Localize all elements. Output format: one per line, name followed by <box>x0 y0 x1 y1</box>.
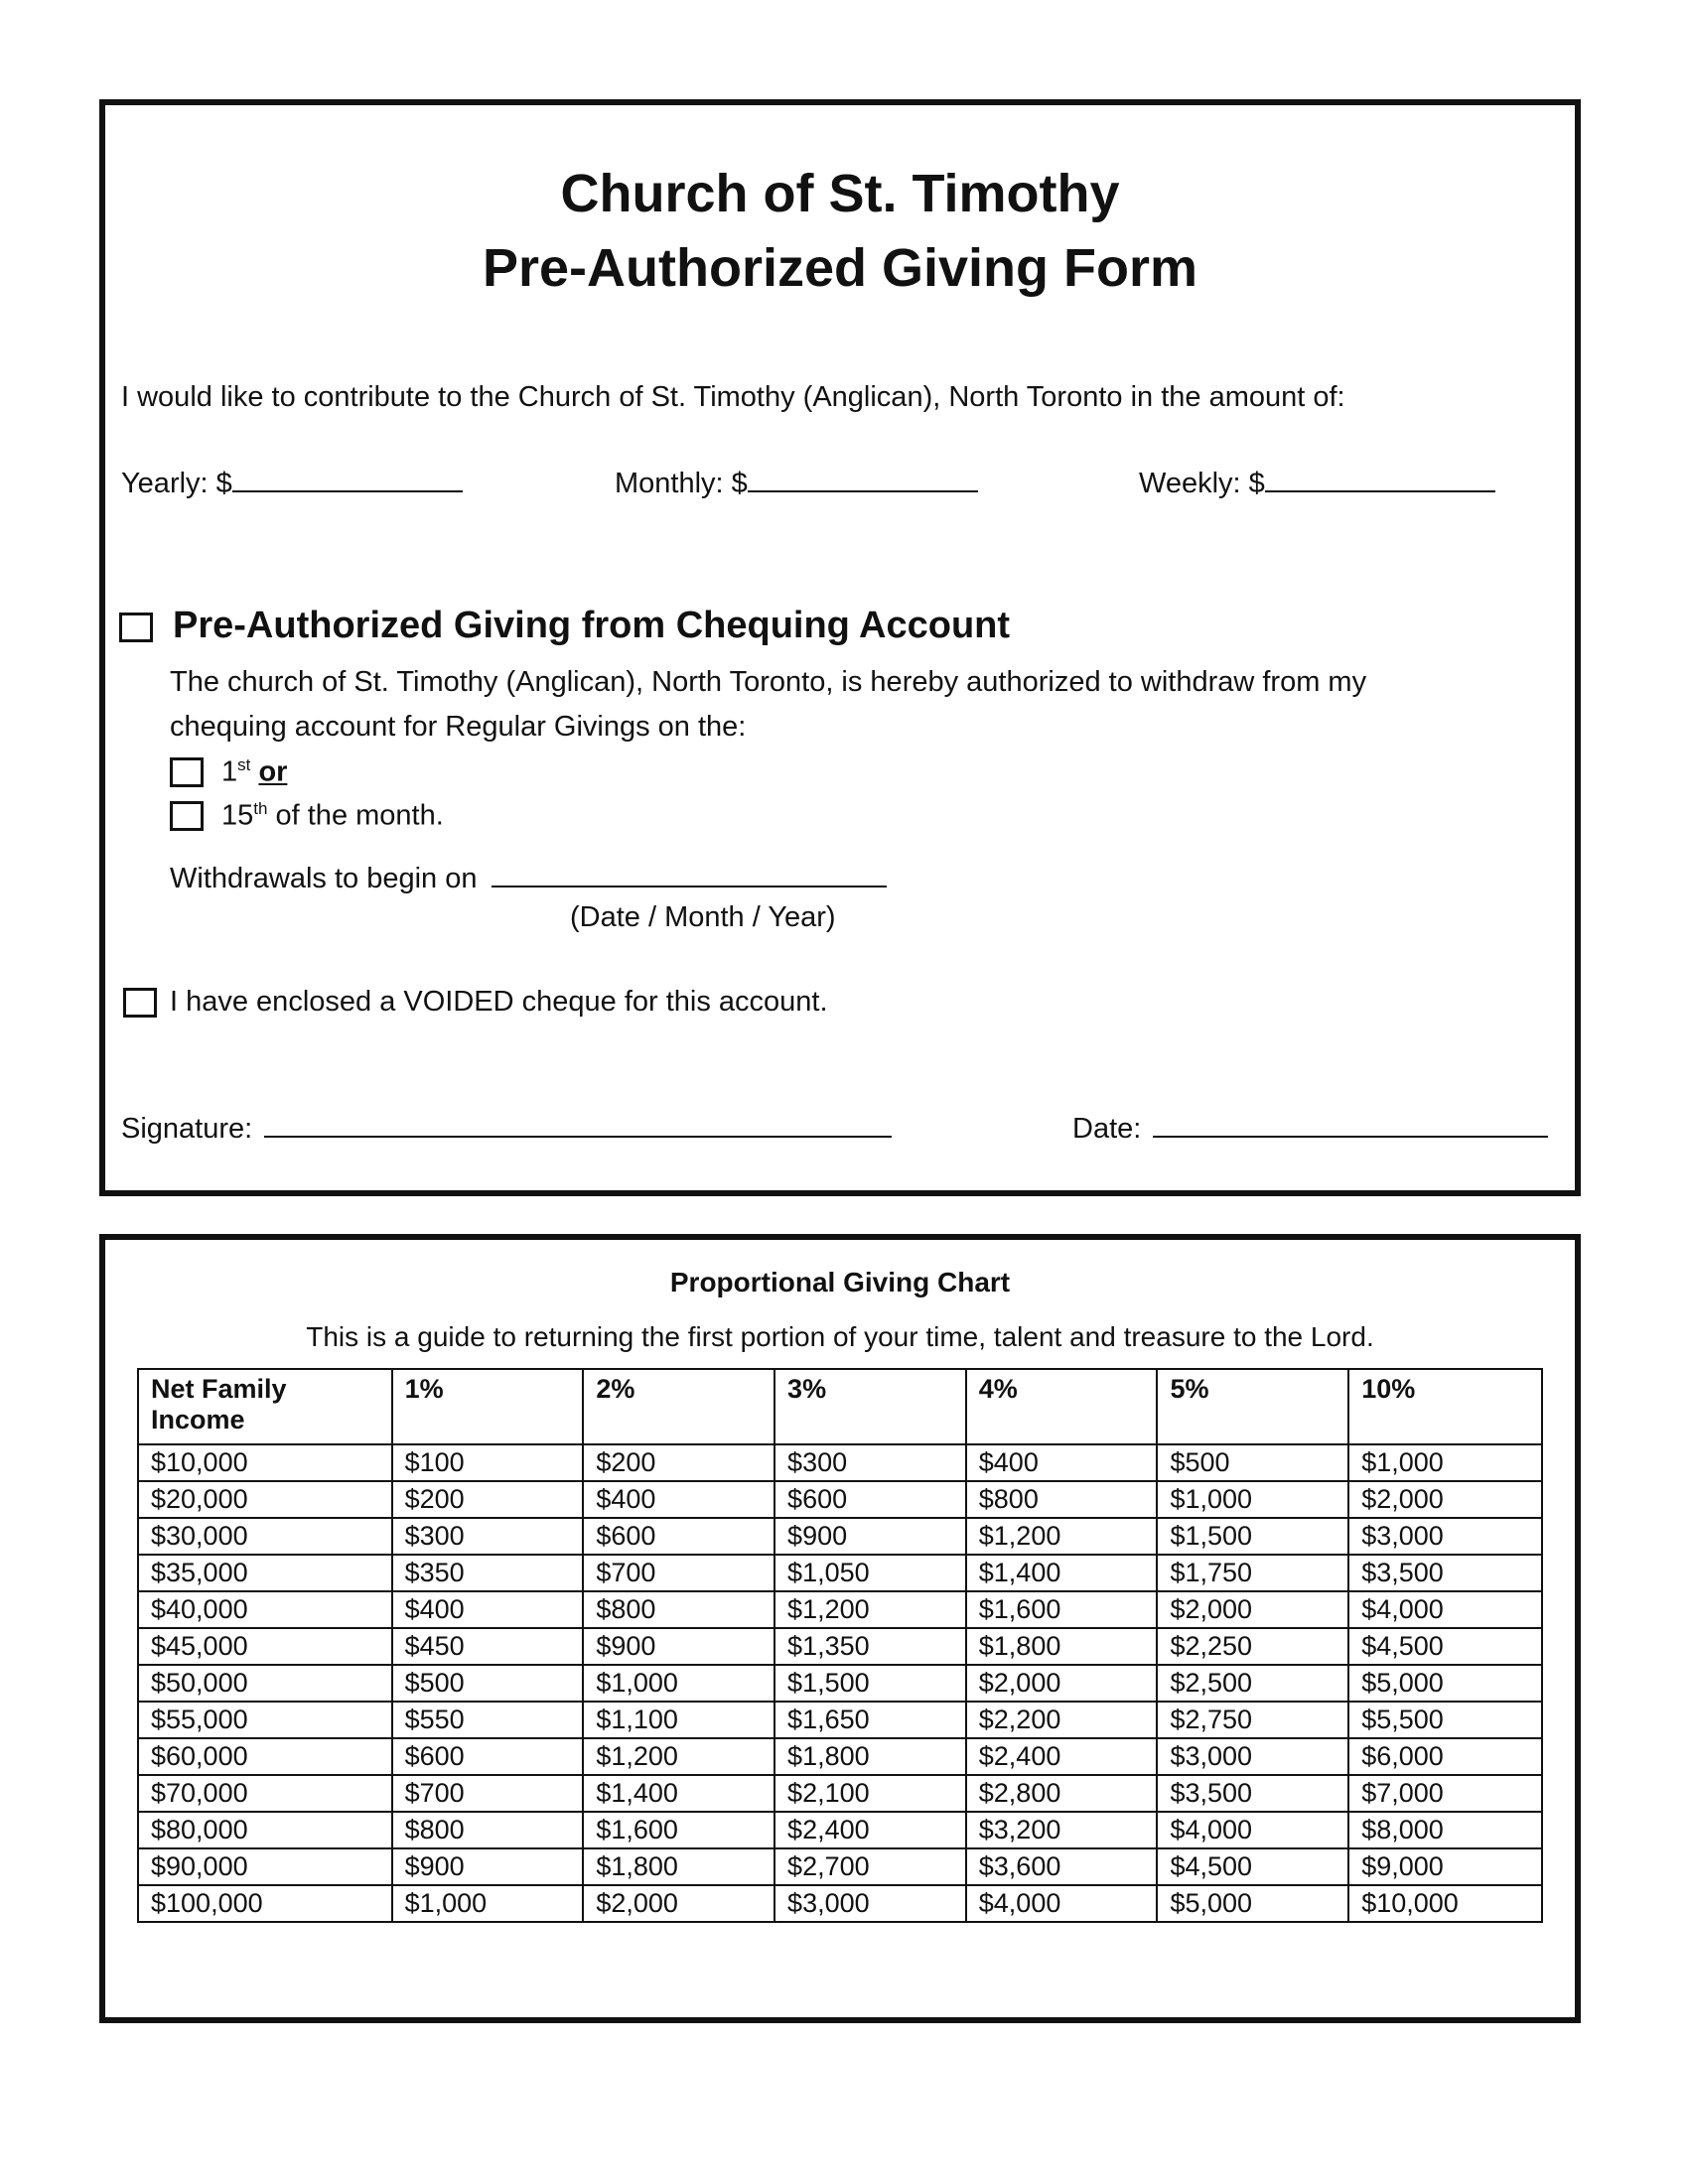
amount-cell: $1,750 <box>1157 1555 1348 1591</box>
amount-cell: $9,000 <box>1348 1848 1542 1885</box>
amount-cell: $10,000 <box>1348 1885 1542 1922</box>
amount-cell: $1,100 <box>583 1702 774 1738</box>
amount-cell: $1,000 <box>1348 1444 1542 1481</box>
amount-cell: $900 <box>583 1628 774 1665</box>
chequing-heading: Pre-Authorized Giving from Chequing Account <box>173 605 1011 646</box>
amount-cell: $400 <box>966 1444 1158 1481</box>
fifteenth-of-month-checkbox[interactable] <box>170 801 204 831</box>
amount-cell: $5,000 <box>1157 1885 1348 1922</box>
table-row <box>138 1481 1542 1518</box>
giving-form <box>99 99 1581 1196</box>
monthly-amount-line[interactable] <box>748 461 978 492</box>
weekly-field <box>1139 461 1495 500</box>
fifteenth-of-month-option <box>221 799 444 833</box>
amount-cell: $1,600 <box>966 1591 1158 1628</box>
table-row <box>138 1665 1542 1702</box>
yearly-amount-line[interactable] <box>232 461 463 492</box>
amount-cell: $6,000 <box>1348 1738 1542 1775</box>
table-row <box>138 1444 1542 1481</box>
form-title-line2: Pre-Authorized Giving Form <box>482 238 1198 298</box>
chequing-checkbox[interactable] <box>119 613 153 642</box>
amount-cell: $4,000 <box>966 1885 1158 1922</box>
amount-cell: $1,400 <box>583 1775 774 1812</box>
signature-label: Signature: <box>121 1113 253 1145</box>
withdrawals-field <box>170 856 887 895</box>
fifteenth-of-month-text: of the month. <box>267 799 444 832</box>
amount-cell: $1,800 <box>583 1848 774 1885</box>
amount-cell: $8,000 <box>1348 1812 1542 1848</box>
amount-cell: $5,500 <box>1348 1702 1542 1738</box>
header-net-family-income: Net Family Income <box>138 1369 392 1444</box>
amount-cell: $1,800 <box>966 1628 1158 1665</box>
amount-cell: $3,000 <box>1157 1738 1348 1775</box>
table-row <box>138 1775 1542 1812</box>
or-label: or <box>258 755 288 788</box>
table-row <box>138 1702 1542 1738</box>
income-cell: $100,000 <box>138 1885 392 1922</box>
fifteenth-of-month-suffix: th <box>253 799 268 818</box>
amount-cell: $700 <box>392 1775 584 1812</box>
form-title-line1: Church of St. Timothy <box>560 164 1120 223</box>
amount-cell: $2,000 <box>1157 1591 1348 1628</box>
signature-line[interactable] <box>264 1106 892 1138</box>
amount-cell: $1,200 <box>583 1738 774 1775</box>
amount-cell: $450 <box>392 1628 584 1665</box>
amount-cell: $5,000 <box>1348 1665 1542 1702</box>
date-field <box>1072 1106 1548 1146</box>
amount-cell: $900 <box>774 1518 966 1555</box>
amount-cell: $400 <box>583 1481 774 1518</box>
income-cell: $60,000 <box>138 1738 392 1775</box>
income-cell: $40,000 <box>138 1591 392 1628</box>
amount-cell: $2,000 <box>583 1885 774 1922</box>
amount-cell: $800 <box>392 1812 584 1848</box>
amount-cell: $2,750 <box>1157 1702 1348 1738</box>
date-line[interactable] <box>1153 1106 1548 1138</box>
yearly-label: Yearly: $ <box>121 468 232 499</box>
chart-subtitle: This is a guide to returning the first portion of your time, talent and treasure to the Lord. <box>306 1321 1374 1352</box>
amount-cell: $2,000 <box>966 1665 1158 1702</box>
table-row <box>138 1555 1542 1591</box>
amount-cell: $600 <box>583 1518 774 1555</box>
amount-cell: $2,400 <box>966 1738 1158 1775</box>
first-of-month-number: 1 <box>221 755 238 788</box>
amount-cell: $3,500 <box>1348 1555 1542 1591</box>
amount-cell: $1,500 <box>774 1665 966 1702</box>
withdrawals-label: Withdrawals to begin on <box>170 863 478 894</box>
amount-cell: $200 <box>583 1444 774 1481</box>
giving-table <box>137 1368 1543 1923</box>
amount-cell: $1,200 <box>966 1518 1158 1555</box>
amount-cell: $2,500 <box>1157 1665 1348 1702</box>
chart-title: Proportional Giving Chart <box>669 1267 1011 1297</box>
income-cell: $70,000 <box>138 1775 392 1812</box>
amount-cell: $600 <box>774 1481 966 1518</box>
table-row <box>138 1848 1542 1885</box>
date-format-hint: (Date / Month / Year) <box>570 901 836 933</box>
fifteenth-of-month-number: 15 <box>221 799 254 832</box>
income-cell: $35,000 <box>138 1555 392 1591</box>
amount-cell: $600 <box>392 1738 584 1775</box>
header-percent: 3% <box>774 1369 966 1444</box>
table-row <box>138 1628 1542 1665</box>
amount-cell: $1,500 <box>1157 1518 1348 1555</box>
income-cell: $90,000 <box>138 1848 392 1885</box>
amount-cell: $500 <box>392 1665 584 1702</box>
amount-cell: $550 <box>392 1702 584 1738</box>
amount-cell: $1,400 <box>966 1555 1158 1591</box>
amount-cell: $1,650 <box>774 1702 966 1738</box>
weekly-label: Weekly: $ <box>1139 468 1265 499</box>
income-cell: $20,000 <box>138 1481 392 1518</box>
amount-cell: $3,600 <box>966 1848 1158 1885</box>
proportional-giving-chart <box>99 1234 1581 2023</box>
header-percent: 1% <box>392 1369 584 1444</box>
voided-cheque-label: I have enclosed a VOIDED cheque for this account. <box>170 986 828 1018</box>
amount-cell: $1,000 <box>583 1665 774 1702</box>
authorization-line1: The church of St. Timothy (Anglican), North Toronto, is hereby authorized to withdraw from my <box>170 666 1367 698</box>
withdrawals-date-line[interactable] <box>492 856 887 887</box>
header-percent: 4% <box>966 1369 1158 1444</box>
first-of-month-option <box>221 755 287 789</box>
amount-cell: $300 <box>774 1444 966 1481</box>
table-row <box>138 1591 1542 1628</box>
amount-cell: $3,000 <box>774 1885 966 1922</box>
authorization-line2: chequing account for Regular Givings on the: <box>170 711 747 743</box>
amount-cell: $3,500 <box>1157 1775 1348 1812</box>
amount-cell: $4,000 <box>1157 1812 1348 1848</box>
header-percent: 5% <box>1157 1369 1348 1444</box>
income-cell: $10,000 <box>138 1444 392 1481</box>
amount-cell: $3,000 <box>1348 1518 1542 1555</box>
amount-cell: $4,000 <box>1348 1591 1542 1628</box>
amount-cell: $2,100 <box>774 1775 966 1812</box>
amount-cell: $400 <box>392 1591 584 1628</box>
amount-cell: $1,350 <box>774 1628 966 1665</box>
amount-cell: $100 <box>392 1444 584 1481</box>
amount-cell: $800 <box>583 1591 774 1628</box>
monthly-label: Monthly: $ <box>615 468 748 499</box>
amount-cell: $2,800 <box>966 1775 1158 1812</box>
first-of-month-suffix: st <box>237 755 251 774</box>
amount-cell: $7,000 <box>1348 1775 1542 1812</box>
amount-cell: $1,800 <box>774 1738 966 1775</box>
monthly-field <box>615 461 978 500</box>
yearly-field <box>121 461 463 500</box>
weekly-amount-line[interactable] <box>1265 461 1495 492</box>
intro-text: I would like to contribute to the Church of St. Timothy (Anglican), North Toronto in the amount of: <box>121 381 1345 413</box>
table-header-row <box>138 1369 1542 1444</box>
amount-cell: $350 <box>392 1555 584 1591</box>
amount-cell: $2,200 <box>966 1702 1158 1738</box>
amount-cell: $800 <box>966 1481 1158 1518</box>
amount-cell: $1,600 <box>583 1812 774 1848</box>
date-label: Date: <box>1072 1113 1142 1145</box>
signature-field <box>121 1106 892 1146</box>
table-row <box>138 1885 1542 1922</box>
amount-cell: $2,000 <box>1348 1481 1542 1518</box>
amount-cell: $4,500 <box>1348 1628 1542 1665</box>
amount-cell: $1,200 <box>774 1591 966 1628</box>
amount-cell: $1,000 <box>392 1885 584 1922</box>
amount-cell: $200 <box>392 1481 584 1518</box>
amount-cell: $900 <box>392 1848 584 1885</box>
table-row <box>138 1738 1542 1775</box>
amount-cell: $3,200 <box>966 1812 1158 1848</box>
first-of-month-checkbox[interactable] <box>170 757 204 787</box>
income-cell: $55,000 <box>138 1702 392 1738</box>
table-body <box>138 1444 1542 1922</box>
table-row <box>138 1518 1542 1555</box>
amount-cell: $1,050 <box>774 1555 966 1591</box>
header-percent: 2% <box>583 1369 774 1444</box>
income-cell: $80,000 <box>138 1812 392 1848</box>
header-percent: 10% <box>1348 1369 1542 1444</box>
amount-cell: $700 <box>583 1555 774 1591</box>
amount-cell: $2,250 <box>1157 1628 1348 1665</box>
table-row <box>138 1812 1542 1848</box>
amount-cell: $300 <box>392 1518 584 1555</box>
amount-cell: $2,700 <box>774 1848 966 1885</box>
amount-cell: $1,000 <box>1157 1481 1348 1518</box>
voided-cheque-checkbox[interactable] <box>123 988 157 1018</box>
amount-cell: $2,400 <box>774 1812 966 1848</box>
amount-cell: $500 <box>1157 1444 1348 1481</box>
income-cell: $45,000 <box>138 1628 392 1665</box>
amount-cell: $4,500 <box>1157 1848 1348 1885</box>
income-cell: $30,000 <box>138 1518 392 1555</box>
income-cell: $50,000 <box>138 1665 392 1702</box>
